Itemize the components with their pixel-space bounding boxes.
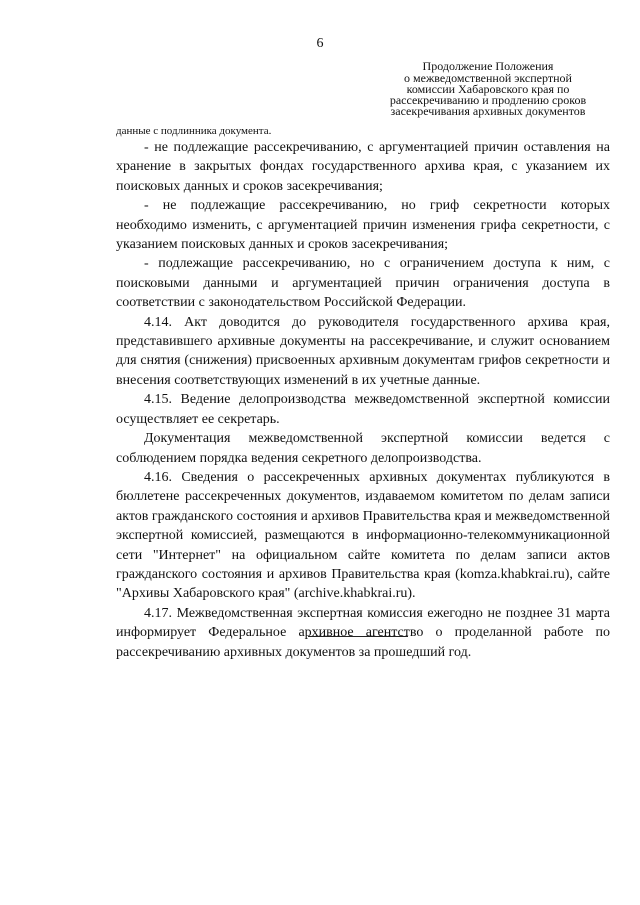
- paragraph-4-17: 4.17. Межведомственная экспертная комиссия ежегодно не позднее 31 марта информирует Федеральное архивное агентство о проделанной работе по рассекречиванию архивных документов за прошедший год.: [116, 605, 610, 660]
- page-number: 6: [316, 36, 324, 51]
- paragraph-list-item: - не подлежащие рассекречиванию, но гриф секретности которых необходимо изменить, с аргументацией причин изменения грифа секретности, с указанием поисковых данных и сроков засекречивания;: [116, 198, 610, 253]
- paragraph-continuation: данные с подлинника документа.: [116, 125, 272, 137]
- paragraph-list-item: - подлежащие рассекречиванию, но с ограничением доступа к ним, с поисковыми данными и аргументацией причин ограничения доступа в соответствии с законодательством Российской Федерации.: [116, 256, 610, 311]
- header-line-3: комиссии Хабаровского края по: [406, 82, 570, 96]
- paragraph-4-16: 4.16. Сведения о рассекреченных архивных документах публикуются в бюллетене рассекреченных документов, издаваемом комитетом по делам записи актов гражданского состояния и архивов Правительства края и межведомственной экспертной комиссией, размещаются в информационно-телекоммуникационной сети "Интернет" на официальном сайте комитета по делам записи актов гражданского состояния и архивов Правительства края (komza.khabkrai.ru), сайте "Архивы Хабаровского края" (archive.khabkrai.ru).: [116, 469, 610, 602]
- header-line-1: Продолжение Положения: [422, 59, 554, 73]
- header-line-5: засекречивания архивных документов: [390, 104, 586, 118]
- paragraph-4-14: 4.14. Акт доводится до руководителя государственного архива края, представившего архивные документы на рассекречивание, и служит основанием для снятия (снижения) присвоенных архивным документам грифов секретности и внесения соответствующих изменений в их учетные данные.: [116, 314, 610, 388]
- paragraph-documentation: Документация межведомственной экспертной комиссии ведется с соблюдением порядка ведения секретного делопроизводства.: [116, 431, 610, 466]
- paragraph-list-item: - не подлежащие рассекречиванию, с аргументацией причин оставления на хранение в закрытых фондах государственного архива края, с указанием их поисковых данных и сроков засекречивания;: [116, 140, 610, 194]
- header-line-4: рассекречиванию и продлению сроков: [389, 93, 587, 107]
- document-header: [368, 61, 608, 117]
- document-body: [116, 124, 610, 662]
- end-divider-line: [308, 636, 408, 637]
- paragraph-4-15: 4.15. Ведение делопроизводства межведомственной экспертной комиссии осуществляет ее секретарь.: [116, 392, 610, 427]
- header-line-2: о межведомственной экспертной: [404, 71, 572, 85]
